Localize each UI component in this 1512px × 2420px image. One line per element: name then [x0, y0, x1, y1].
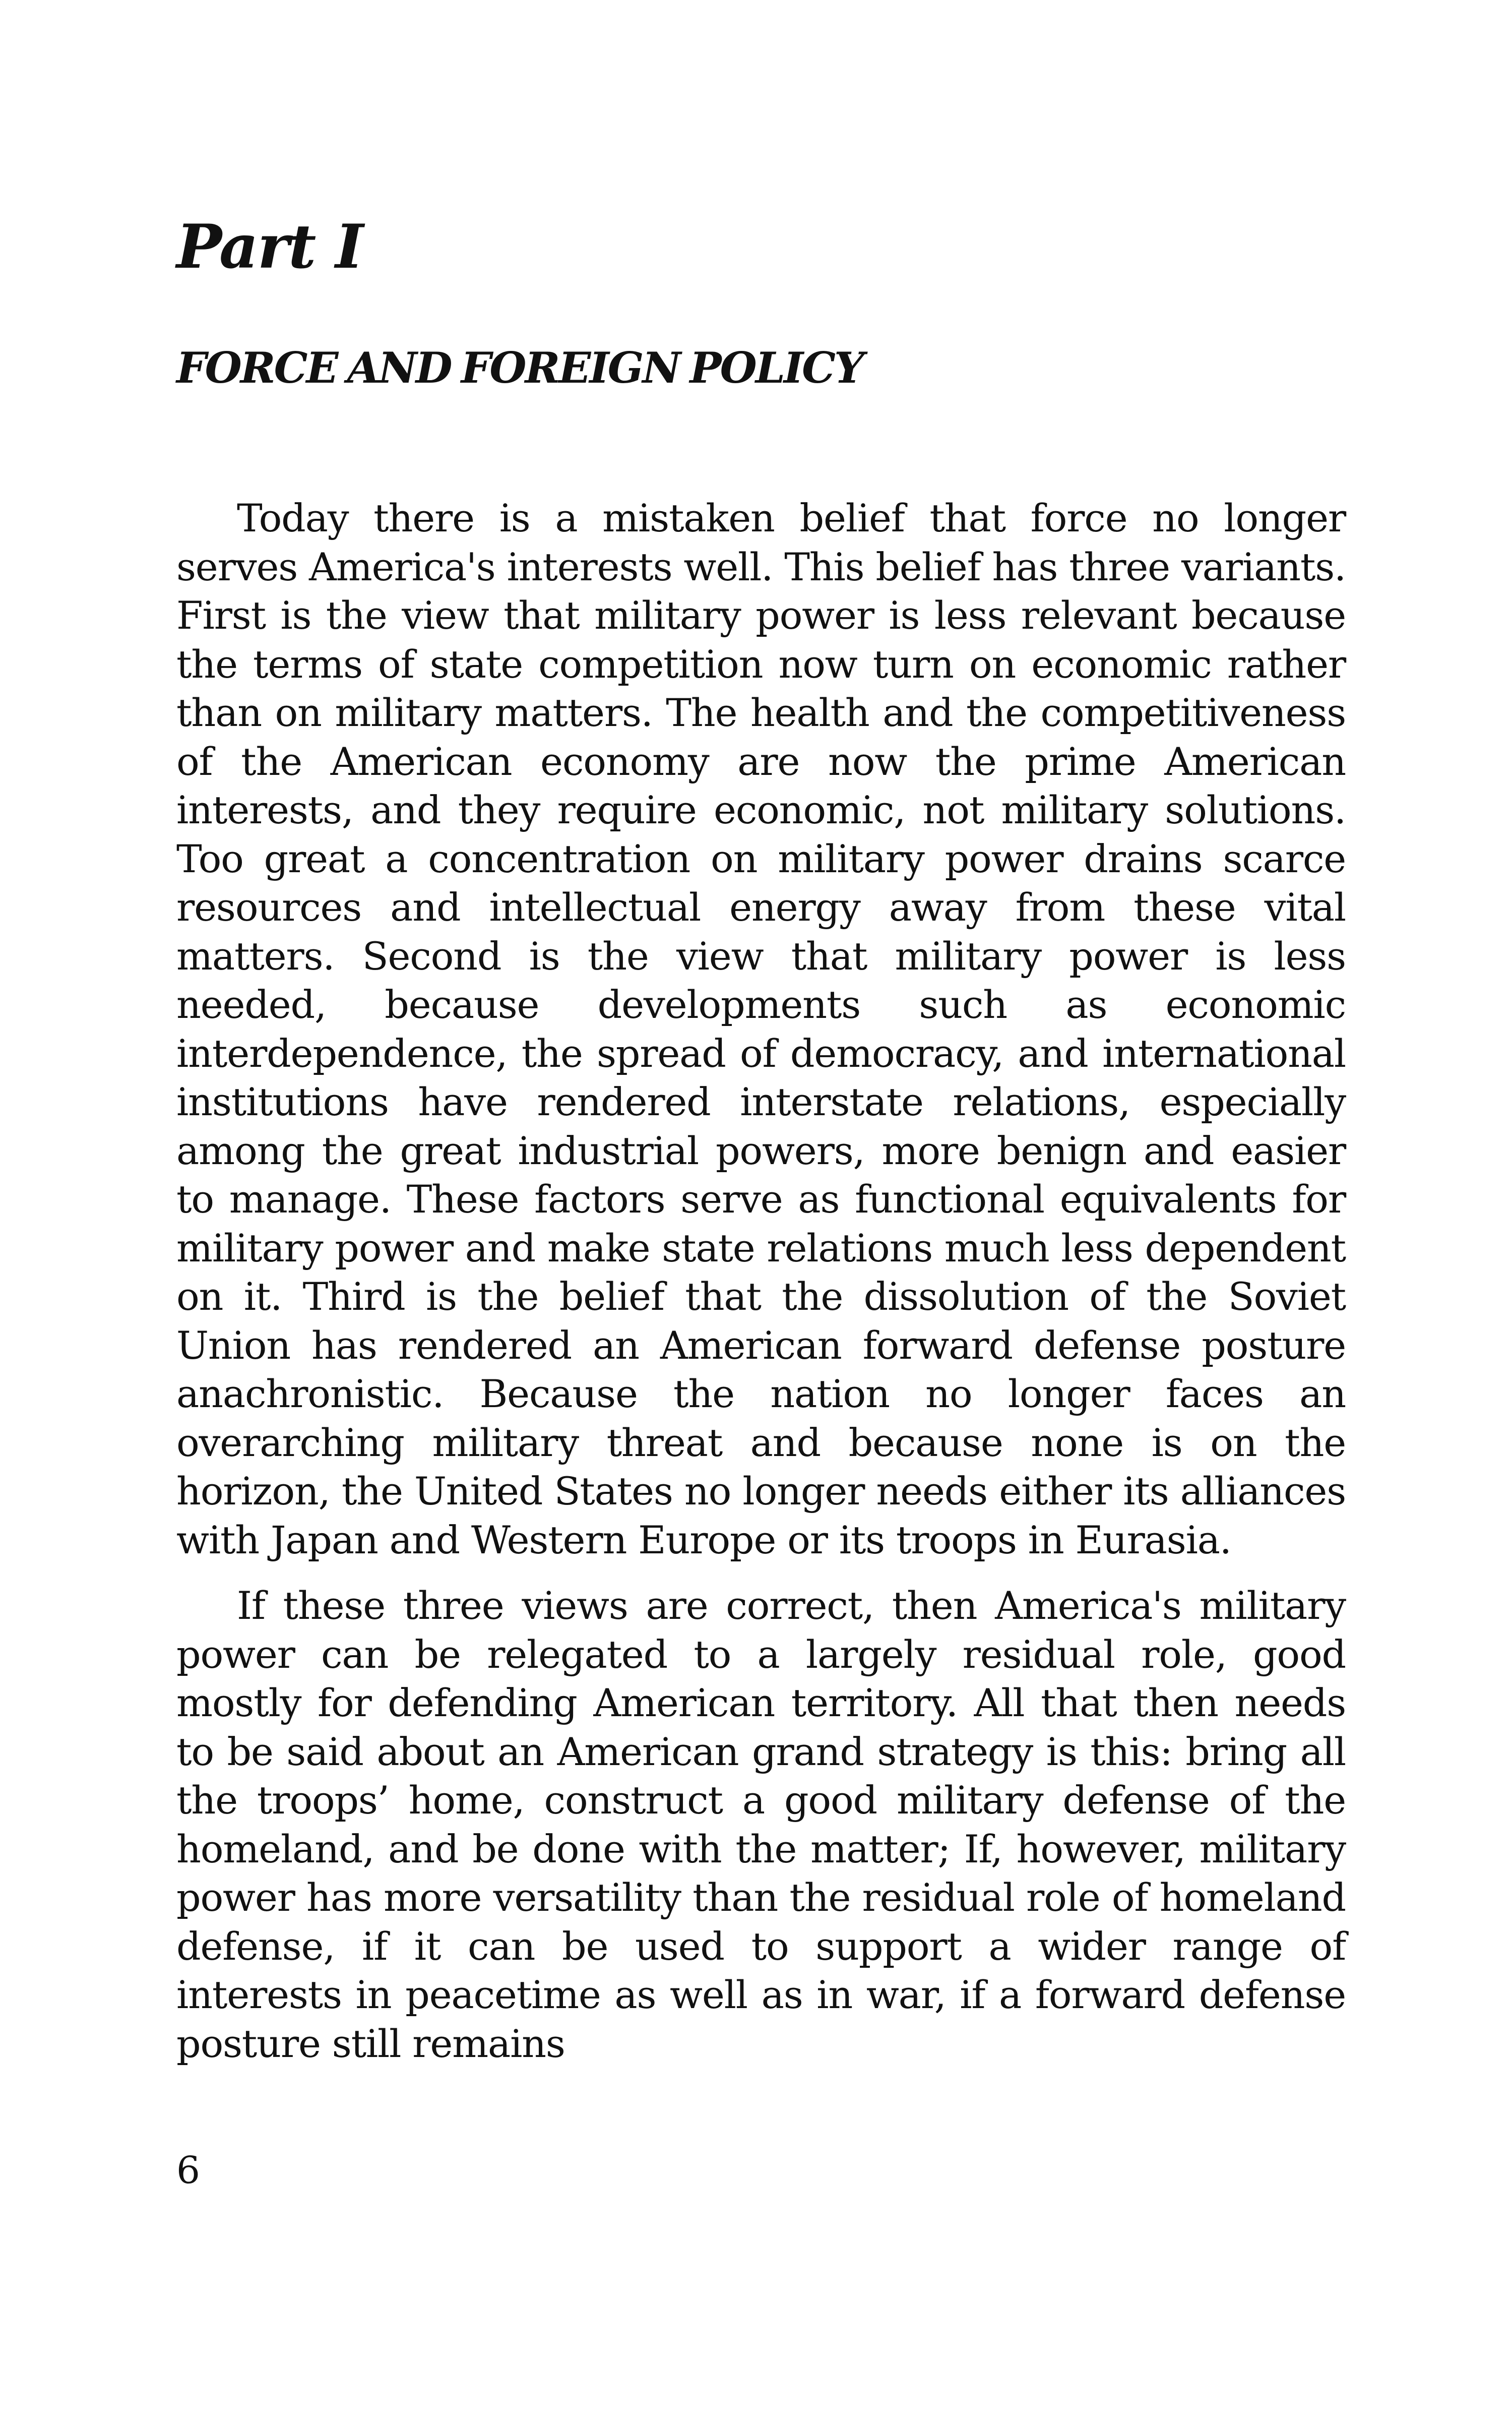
- body-text: [176, 494, 1346, 2068]
- paragraph-2: If these three views are correct, then America's military power can be relegated to a largely residual role, good mostly for defending American territory. All that then needs to be said about an American grand strategy is this: bring all the troops’ home, construct a good military defense of the homeland, and be done with the matter; If, however, military power has more versatility than the residual role of homeland defense, if it can be used to support a wider range of interests in peacetime as well as in war, if a forward defense posture still remains: [176, 1583, 1346, 2066]
- paragraph-1: Today there is a mistaken belief that force no longer serves America's interests well. This belief has three variants. First is the view that military power is less relevant because the terms of state competition now turn on economic rather than on military matters. The health and the competitiveness of the American economy are now the prime American interests, and they require economic, not military solutions. Too great a concentration on military power drains scarce resources and intellectual energy away from these vital matters. Second is the view that military power is less needed, because developments such as economic interdependence, the spread of democracy, and international institutions have rendered interstate relations, especially among the great industrial powers, more benign and easier to manage. These factors serve as functional equivalents for military power and make state relations much less dependent on it. Third is the belief that the dissolution of the Soviet Union has rendered an American forward defense posture anachronistic. Because the nation no longer faces an overarching military threat and because none is on the horizon, the United States no longer needs either its alliances with Japan and Western Europe or its troops in Eurasia.: [176, 496, 1346, 1562]
- part-subtitle: FORCE AND FOREIGN POLICY: [176, 343, 863, 393]
- page-number: 6: [176, 2149, 201, 2192]
- book-page: [176, 0, 1346, 2420]
- part-title: Part I: [176, 211, 363, 282]
